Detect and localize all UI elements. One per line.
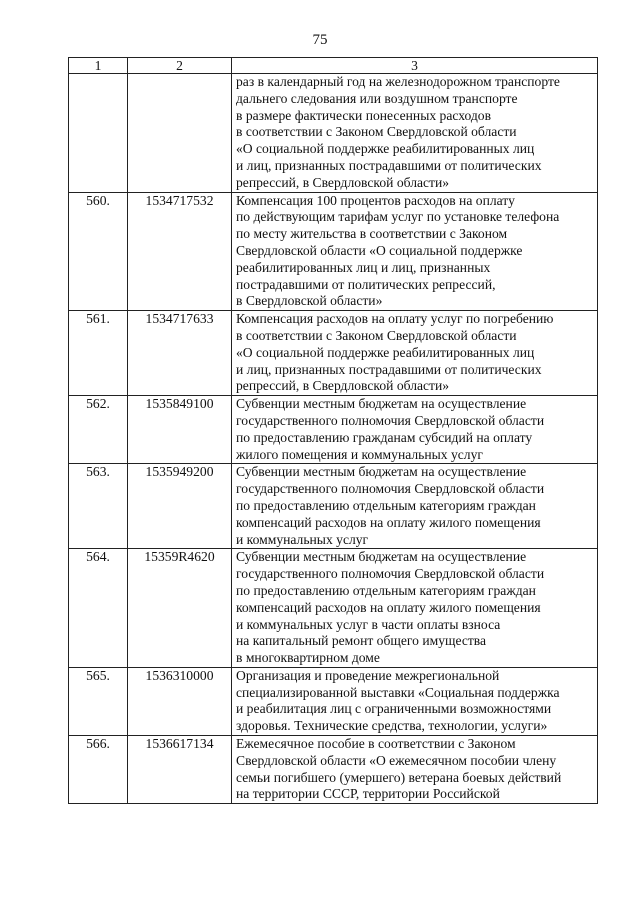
- table-row: [69, 464, 598, 549]
- description-line: репрессий, в Свердловской области»: [236, 378, 450, 394]
- table-row: [69, 396, 598, 464]
- table-row: [69, 192, 598, 311]
- header-col-2: 2: [128, 58, 232, 74]
- description-line: «О социальной поддержке реабилитированных лиц: [236, 141, 535, 157]
- description-line: и реабилитация лиц с ограниченными возможностями: [236, 701, 552, 717]
- row-number: 561.: [69, 311, 128, 396]
- row-number: 565.: [69, 667, 128, 735]
- table-body: [69, 74, 598, 804]
- classification-code: 1536617134: [128, 736, 232, 804]
- description-line: в соответствии с Законом Свердловской области: [236, 327, 517, 343]
- description-line: пострадавшими от политических репрессий,: [236, 276, 496, 292]
- description-line: Свердловской области «О ежемесячном пособии члену: [236, 752, 557, 768]
- row-number: [69, 74, 128, 193]
- description-line: Компенсация 100 процентов расходов на оплату: [236, 192, 515, 208]
- description-line: репрессий, в Свердловской области»: [236, 174, 450, 190]
- classification-code: [128, 74, 232, 193]
- description-line: по предоставлению гражданам субсидий на оплату: [236, 429, 533, 445]
- description-line: в соответствии с Законом Свердловской области: [236, 124, 517, 140]
- description-line: и коммунальных услуг: [236, 531, 369, 547]
- row-description: [232, 464, 598, 549]
- budget-classification-table: [68, 57, 598, 804]
- description-line: по предоставлению отдельным категориям граждан: [236, 497, 536, 513]
- description-line: в Свердловской области»: [236, 293, 383, 309]
- description-line: государственного полномочия Свердловской области: [236, 481, 545, 497]
- row-description: [232, 192, 598, 311]
- description-line: компенсаций расходов на оплату жилого помещения: [236, 599, 541, 615]
- description-line: здоровья. Технические средства, технологии, услуги»: [236, 718, 548, 734]
- description-line: Организация и проведение межрегиональной: [236, 667, 500, 683]
- description-line: в размере фактически понесенных расходов: [236, 107, 492, 123]
- row-description: [232, 311, 598, 396]
- description-line: по действующим тарифам услуг по установке телефона: [236, 209, 560, 225]
- description-line: Ежемесячное пособие в соответствии с Законом: [236, 736, 516, 752]
- row-number: 563.: [69, 464, 128, 549]
- description-line: семьи погибшего (умершего) ветерана боевых действий: [236, 769, 562, 785]
- row-description: [232, 396, 598, 464]
- row-number: 560.: [69, 192, 128, 311]
- description-line: Субвенции местным бюджетам на осуществление: [236, 549, 527, 565]
- description-line: государственного полномочия Свердловской области: [236, 412, 545, 428]
- row-number: 566.: [69, 736, 128, 804]
- description-line: по месту жительства в соответствии с Законом: [236, 226, 508, 242]
- row-description: [232, 667, 598, 735]
- description-line: на капитальный ремонт общего имущества: [236, 633, 487, 649]
- classification-code: 1534717532: [128, 192, 232, 311]
- table-header: [69, 58, 598, 74]
- table-row: [69, 74, 598, 193]
- description-line: раз в календарный год на железнодорожном транспорте: [236, 74, 560, 89]
- header-col-3: 3: [232, 58, 598, 74]
- classification-code: 1536310000: [128, 667, 232, 735]
- classification-code: 1535949200: [128, 464, 232, 549]
- description-line: и лиц, признанных пострадавшими от политических: [236, 361, 542, 377]
- description-line: и лиц, признанных пострадавшими от политических: [236, 157, 542, 173]
- page-number: 75: [312, 32, 328, 48]
- description-line: дальнего следования или воздушном транспорте: [236, 90, 518, 106]
- description-line: реабилитированных лиц и лиц, признанных: [236, 259, 491, 275]
- classification-code: 15359R4620: [128, 549, 232, 668]
- description-line: компенсаций расходов на оплату жилого помещения: [236, 514, 541, 530]
- description-line: «О социальной поддержке реабилитированных лиц: [236, 344, 535, 360]
- description-line: Субвенции местным бюджетам на осуществление: [236, 464, 527, 480]
- table-row: [69, 736, 598, 804]
- table-row: [69, 549, 598, 668]
- classification-code: 1535849100: [128, 396, 232, 464]
- classification-code: 1534717633: [128, 311, 232, 396]
- description-line: Свердловской области «О социальной поддержке: [236, 242, 523, 258]
- description-line: на территории СССР, территории Российской: [236, 786, 500, 802]
- row-description: [232, 549, 598, 668]
- table-row: [69, 667, 598, 735]
- table-row: [69, 311, 598, 396]
- description-line: государственного полномочия Свердловской области: [236, 566, 545, 582]
- description-line: по предоставлению отдельным категориям граждан: [236, 582, 536, 598]
- description-line: и коммунальных услуг в части оплаты взноса: [236, 616, 501, 632]
- row-description: [232, 74, 598, 193]
- row-number: 562.: [69, 396, 128, 464]
- description-line: Субвенции местным бюджетам на осуществление: [236, 396, 527, 412]
- description-line: специализированной выставки «Социальная поддержка: [236, 684, 560, 700]
- header-col-1: 1: [69, 58, 128, 74]
- description-line: жилого помещения и коммунальных услуг: [236, 446, 483, 462]
- header-row: [69, 58, 598, 74]
- row-description: [232, 736, 598, 804]
- row-number: 564.: [69, 549, 128, 668]
- description-line: Компенсация расходов на оплату услуг по погребению: [236, 311, 554, 327]
- description-line: в многоквартирном доме: [236, 650, 380, 666]
